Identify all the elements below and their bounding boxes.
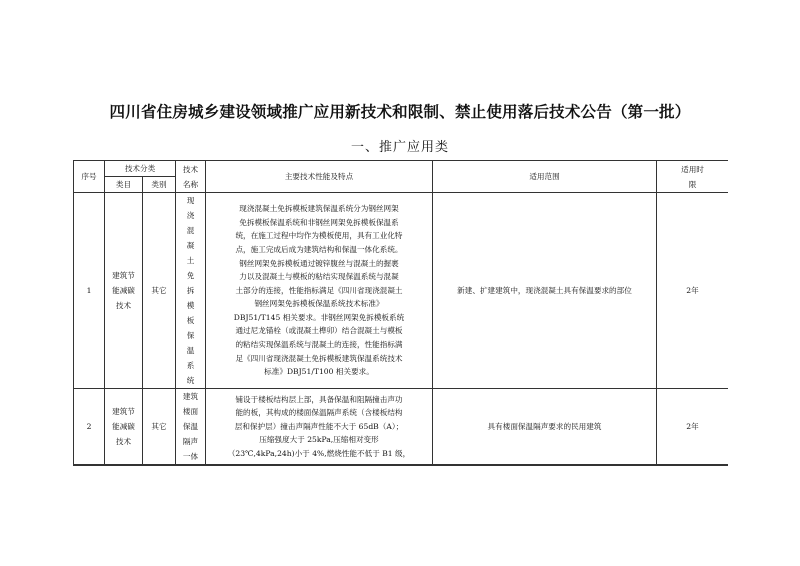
header-period-text: 适用时限 <box>681 164 704 189</box>
row-category-type <box>105 389 143 465</box>
perf-line: 钢丝网架免拆模板通过镀锌腹丝与混凝土的握裹 <box>239 258 399 268</box>
header-category-class: 类别 <box>143 177 176 193</box>
row-category-type <box>105 193 143 389</box>
row-tech-name-text: 现浇混凝土免拆模板保温系统 <box>186 196 195 385</box>
row-scope: 新建、扩建建筑中，现浇混凝土具有保温要求的部位 <box>433 193 657 389</box>
perf-line: 通过尼龙锚栓（或混凝土榫卯）结合混凝土与模板 <box>235 326 403 336</box>
perf-line: 铺设于楼板结构层上部，具备保温和阻隔撞击声功 <box>235 394 403 404</box>
row-period: 2年 <box>657 389 729 465</box>
perf-line: 力以及混凝土与模板的粘结实现保温系统与混凝 <box>239 272 399 282</box>
header-seq: 序号 <box>74 161 105 193</box>
table-bottom-border <box>73 465 728 466</box>
row-performance <box>206 389 433 465</box>
perf-line: 免拆模板保温系统和非钢丝网架免拆模板保温系 <box>239 217 399 227</box>
row-tech-name <box>176 389 206 465</box>
row-scope: 具有楼面保温隔声要求的民用建筑 <box>433 389 657 465</box>
perf-line: 土部分的连接，性能指标满足《四川省现浇混凝土 <box>235 285 403 295</box>
perf-line: 钢丝网架免拆模板保温系统技术标准》 <box>254 299 384 309</box>
perf-line: 现浇混凝土免拆模板建筑保温系统分为钢丝网架 <box>239 204 399 214</box>
perf-line: （23℃,4kPa,24h)小于 4%,燃烧性能不低于 B1 级， <box>227 448 411 458</box>
section-heading: 一、推广应用类 <box>350 140 449 155</box>
row-seq: 2 <box>74 389 105 465</box>
perf-line: 点，施工完成后成为建筑结构和保温一体化系统。 <box>235 244 403 254</box>
header-performance: 主要技术性能及特点 <box>206 161 433 193</box>
row-seq: 1 <box>74 193 105 389</box>
row-category-class: 其它 <box>143 389 176 465</box>
perf-line: 压缩强度大于 25kPa,压缩相对变形 <box>259 435 379 445</box>
row-tech-name <box>176 193 206 389</box>
row-performance <box>206 193 433 389</box>
row-category-class: 其它 <box>143 193 176 389</box>
document-title: 四川省住房城乡建设领域推广应用新技术和限制、禁止使用落后技术公告（第一批） <box>109 102 691 121</box>
header-category-type: 类目 <box>105 177 143 193</box>
header-scope: 适用范围 <box>433 161 657 193</box>
row-tech-name-text: 建筑楼面保温隔声一体 <box>182 392 199 461</box>
table-row <box>74 193 729 389</box>
table-row <box>74 389 729 465</box>
technology-table-container <box>73 160 728 466</box>
perf-line: 层和保护层）撞击声隔声性能不大于 65dB（A）； <box>234 421 404 431</box>
perf-line: 能的板，其构成的楼面保温隔声系统（含楼板结构 <box>235 408 403 418</box>
perf-line: 统，在施工过程中均作为模板使用，具有工业化特 <box>235 231 403 241</box>
header-tech-name-text: 技术名称 <box>182 164 199 189</box>
technology-table <box>73 160 728 465</box>
header-category-group: 技术分类 <box>105 161 176 177</box>
header-tech-name <box>176 161 206 193</box>
row-category-type-text: 建筑节能减碳技术 <box>112 271 135 310</box>
perf-line: 足《四川省现浇混凝土免拆模板建筑保温系统技术 <box>235 353 403 363</box>
header-period <box>657 161 729 193</box>
perf-line: 的粘结实现保温系统与混凝土的连接，性能指标满 <box>235 340 403 350</box>
perf-line: 标准》DBJ51/T100 相关要求。 <box>264 367 374 377</box>
row-category-type-text: 建筑节能减碳技术 <box>112 407 135 446</box>
row-period: 2年 <box>657 193 729 389</box>
perf-line: DBJ51/T145 相关要求。非钢丝网架免拆模板系统 <box>233 312 405 322</box>
